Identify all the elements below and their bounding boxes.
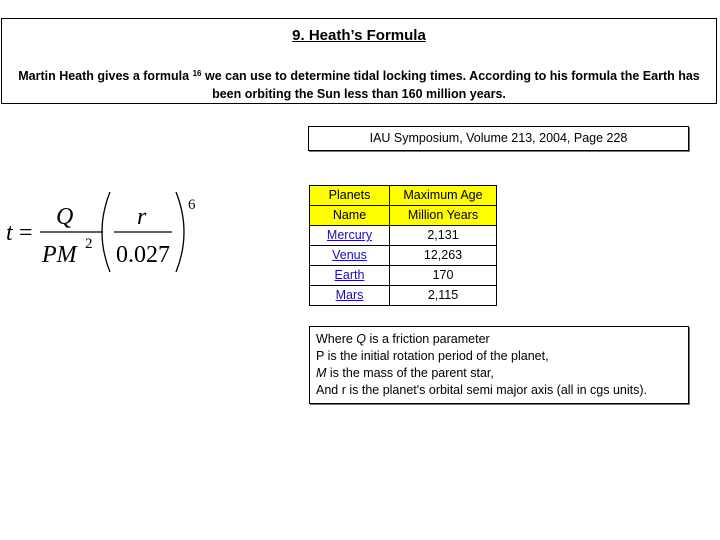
intro-text-end: we can use to determine tidal locking times. According to his formula the Earth has been orbiting the Sun less than 160 million years. <box>201 69 700 101</box>
header-name: Name <box>310 206 390 226</box>
page-title: 9. Heath’s Formula <box>292 27 426 44</box>
planet-link-earth[interactable]: Earth <box>334 268 365 282</box>
formula-outer-exponent: 6 <box>188 197 196 213</box>
header-maximum-age: Maximum Age <box>390 186 497 206</box>
planet-link-venus[interactable]: Venus <box>332 248 367 262</box>
note-line-rotation: P is the initial rotation period of the planet, <box>316 349 549 363</box>
header-million-years: Million Years <box>390 206 497 226</box>
age-venus: 12,263 <box>390 246 497 266</box>
formula-inner-denominator: 0.027 <box>116 242 170 268</box>
table-row <box>310 226 497 246</box>
tidal-locking-table <box>309 185 497 306</box>
formula-left-paren <box>102 192 110 272</box>
heath-formula <box>0 180 240 280</box>
intro-text <box>8 67 710 103</box>
note-mass-text: is the mass of the parent star, <box>326 366 494 380</box>
age-mars: 2,115 <box>390 286 497 306</box>
formula-lhs: t <box>6 220 13 246</box>
note-friction-text: is a friction parameter <box>366 332 490 346</box>
planet-link-mars[interactable]: Mars <box>335 288 364 302</box>
formula-denominator-exponent: 2 <box>85 236 93 252</box>
header-planets: Planets <box>310 186 390 206</box>
formula-right-paren <box>176 192 184 272</box>
age-mercury: 2,131 <box>390 226 497 246</box>
intro-text-start: Martin Heath gives a formula <box>18 69 193 83</box>
formula-graphic <box>0 180 240 280</box>
note-where: Where <box>316 332 357 346</box>
formula-numerator: Q <box>56 204 74 230</box>
formula-inner-numerator: r <box>137 204 147 230</box>
note-line-mass <box>316 365 682 382</box>
reference-box: IAU Symposium, Volume 213, 2004, Page 228 <box>308 126 689 151</box>
table-row <box>310 246 497 266</box>
age-earth: 170 <box>390 266 497 286</box>
table-row <box>310 286 497 306</box>
table-row <box>310 266 497 286</box>
table-header-row <box>310 186 497 206</box>
planet-link-mercury[interactable]: Mercury <box>326 228 373 242</box>
header-box <box>1 18 717 104</box>
table-header-row <box>310 206 497 226</box>
note-var-q: Q <box>356 332 367 346</box>
note-var-m: M <box>316 366 327 380</box>
formula-equals: = <box>19 220 33 246</box>
formula-denominator: PM <box>42 242 77 268</box>
note-line-axis: And r is the planet's orbital semi major axis (all in cgs units). <box>316 383 647 397</box>
note-line-friction <box>316 331 682 348</box>
notes-box <box>309 326 689 404</box>
footnote-reference: 16 <box>192 69 202 78</box>
